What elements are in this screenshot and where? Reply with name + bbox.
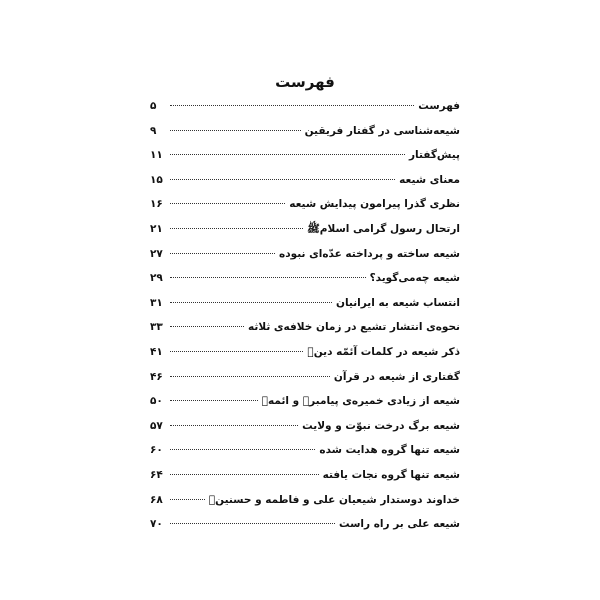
toc-entry-page-number: ۱۱ [150,149,163,162]
toc-entry-page-number: ۵ [150,100,157,112]
toc-entry[interactable] [150,420,460,445]
toc-entry-label: گفتاری از شیعه در قرآن [333,370,460,383]
toc-dot-leader [170,105,414,106]
toc-entry[interactable] [150,444,460,469]
toc-entry-label: انتساب شیعه به ایرانیان [336,296,460,309]
toc-entry-label: ارتحال رسول گرامی اسلامﷺ [307,222,460,235]
toc-entry-page-number: ۳۳ [150,321,163,334]
toc-entry-page-number: ۶۸ [150,493,163,506]
toc-entry-label: شیعه برگ درخت نبوّت و ولایت [302,419,460,432]
toc-entry-page-number: ۶۰ [150,444,163,457]
toc-entry[interactable] [150,494,460,519]
toc-entry[interactable] [150,272,460,297]
toc-dot-leader [170,351,303,352]
toc-entry-label: خداوند دوستدار شیعیان علی و فاطمه و حسنینؑ [208,493,460,506]
toc-entry-page-number: ۶۴ [150,468,163,481]
toc-dot-leader [170,326,244,327]
toc-entry-label: نظری گذرا پیرامون پیدایش شیعه [289,198,460,211]
toc-entry[interactable] [150,100,460,125]
toc-entry-page-number: ۳۱ [150,296,163,309]
toc-entry[interactable] [150,346,460,371]
toc-entry-page-number: ۴۱ [150,345,163,358]
toc-dot-leader [170,179,395,180]
toc-entry-page-number: ۱۵ [150,173,163,186]
toc-entry-page-number: ۴۶ [150,370,163,383]
toc-entry[interactable] [150,174,460,199]
toc-entry-label: نحوه‌ی انتشار تشیع در زمان خلافه‌ی ثلاثه [248,321,460,334]
toc-entry[interactable] [150,297,460,322]
toc-dot-leader [170,376,330,377]
toc-entry[interactable] [150,149,460,174]
toc-entry-label: پیش‌گفتار [408,149,460,162]
toc-entry-label: شیعه از زیادی خمیره‌ی پیامبرﷺ و ائمهؑ [261,395,460,408]
toc-dot-leader [170,228,303,229]
toc-entry-label: شیعه علی بر راه راست [338,518,460,531]
toc-dot-leader [170,154,405,155]
toc-title: فهرست [275,73,335,91]
toc-entry-page-number: ۵۰ [150,395,163,408]
toc-entry-label: شیعه‌شناسی در گفتار فریقین [304,124,460,137]
toc-entry[interactable] [150,248,460,273]
toc-entry[interactable] [150,371,460,396]
toc-dot-leader [170,203,285,204]
toc-list [150,100,460,543]
toc-dot-leader [170,449,315,450]
toc-entry-page-number: ۱۶ [150,198,163,211]
toc-dot-leader [170,253,275,254]
toc-entry-label: معنای شیعه [399,173,460,186]
toc-dot-leader [170,277,366,278]
toc-entry[interactable] [150,469,460,494]
toc-page [150,70,460,543]
toc-entry[interactable] [150,125,460,150]
toc-dot-leader [170,474,319,475]
toc-dot-leader [170,425,298,426]
toc-entry[interactable] [150,223,460,248]
toc-entry-page-number: ۹ [150,124,157,137]
toc-entry-page-number: ۲۱ [150,222,163,235]
toc-dot-leader [170,302,332,303]
toc-entry-label: ذکر شیعه در کلمات آئمّه دینؑ [307,345,460,358]
toc-entry-label: فهرست [418,100,460,112]
toc-entry-page-number: ۲۷ [150,247,163,260]
toc-entry-label: شیعه تنها گروه نجات یافته [322,468,460,481]
toc-entry-label: شیعه چه‌می‌گوید؟ [369,272,460,285]
toc-dot-leader [170,523,335,524]
toc-entry[interactable] [150,198,460,223]
toc-dot-leader [170,130,301,131]
toc-entry-label: شیعه تنها گروه هدایت شده [319,444,460,457]
toc-entry[interactable] [150,518,460,543]
toc-entry-page-number: ۷۰ [150,518,163,531]
toc-entry[interactable] [150,321,460,346]
toc-dot-leader [170,400,258,401]
toc-entry-page-number: ۵۷ [150,419,163,432]
toc-entry-page-number: ۲۹ [150,272,163,285]
toc-dot-leader [170,499,205,500]
toc-entry[interactable] [150,395,460,420]
toc-entry-label: شیعه ساخته و پرداخته عدّه‌ای نبوده [279,247,460,260]
